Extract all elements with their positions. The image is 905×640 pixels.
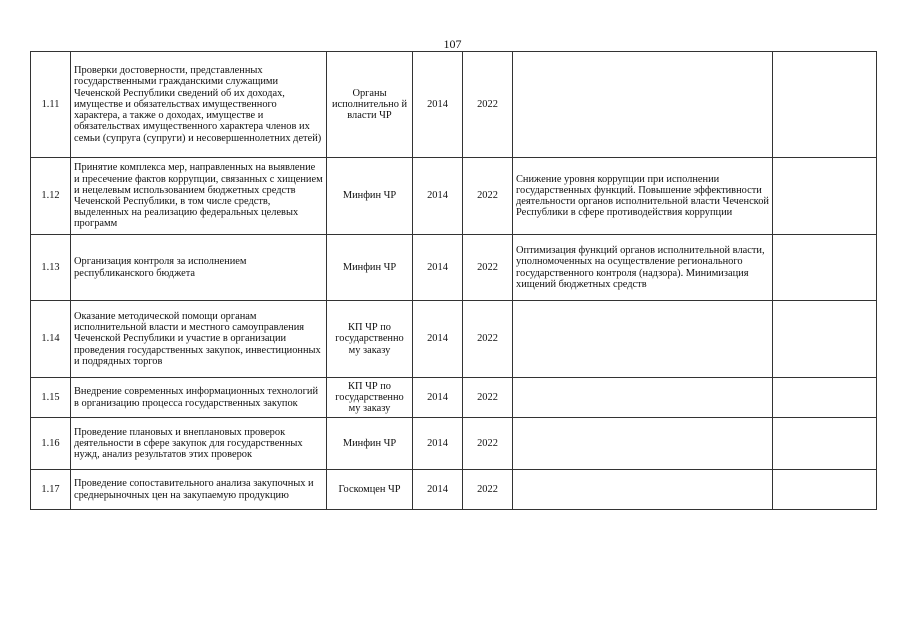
table-row — [31, 52, 877, 158]
measures-table — [30, 51, 877, 510]
year-start: 2014 — [413, 301, 463, 378]
row-number: 1.15 — [31, 378, 71, 418]
expected-result: Оптимизация функций органов исполнительной власти, уполномоченных на осуществление регионального государственного контроля (надзора). Минимизация хищений бюджетных средств — [513, 235, 773, 301]
expected-result — [513, 418, 773, 470]
extra-cell — [773, 235, 877, 301]
executor: Госкомцен ЧР — [327, 470, 413, 510]
year-start: 2014 — [413, 158, 463, 235]
extra-cell — [773, 470, 877, 510]
table-row — [31, 378, 877, 418]
table-row — [31, 470, 877, 510]
year-start: 2014 — [413, 418, 463, 470]
measure-description: Проведение плановых и внеплановых проверок деятельности в сфере закупок для государственных нужд, анализ результатов этих проверок — [71, 418, 327, 470]
row-number: 1.14 — [31, 301, 71, 378]
year-end: 2022 — [463, 158, 513, 235]
expected-result — [513, 470, 773, 510]
year-start: 2014 — [413, 470, 463, 510]
year-end: 2022 — [463, 301, 513, 378]
executor: Минфин ЧР — [327, 235, 413, 301]
expected-result — [513, 378, 773, 418]
year-end: 2022 — [463, 52, 513, 158]
table-row — [31, 235, 877, 301]
measure-description: Внедрение современных информационных технологий в организацию процесса государственных закупок — [71, 378, 327, 418]
row-number: 1.12 — [31, 158, 71, 235]
executor: Минфин ЧР — [327, 158, 413, 235]
row-number: 1.17 — [31, 470, 71, 510]
extra-cell — [773, 52, 877, 158]
row-number: 1.13 — [31, 235, 71, 301]
year-end: 2022 — [463, 418, 513, 470]
extra-cell — [773, 418, 877, 470]
expected-result — [513, 52, 773, 158]
expected-result: Снижение уровня коррупции при исполнении государственных функций. Повышение эффективности деятельности органов исполнительной власти Чеченской Республики в сфере противодействия коррупции — [513, 158, 773, 235]
year-end: 2022 — [463, 470, 513, 510]
table-row — [31, 418, 877, 470]
row-number: 1.11 — [31, 52, 71, 158]
year-start: 2014 — [413, 378, 463, 418]
measure-description: Проверки достоверности, представленных государственными гражданскими служащими Чеченской Республики сведений об их доходах, имуществе и обязательствах имущественного характера, а также о доходах, имуществе и обязательствах имущественного характера членов их семьи (супруга (супруги) и несовершеннолетних детей) — [71, 52, 327, 158]
extra-cell — [773, 378, 877, 418]
executor: Органы исполнительно й власти ЧР — [327, 52, 413, 158]
executor: КП ЧР по государственно му заказу — [327, 301, 413, 378]
table-row — [31, 158, 877, 235]
page-number: 107 — [443, 37, 462, 51]
executor: КП ЧР по государственно му заказу — [327, 378, 413, 418]
year-start: 2014 — [413, 235, 463, 301]
extra-cell — [773, 301, 877, 378]
year-end: 2022 — [463, 235, 513, 301]
year-end: 2022 — [463, 378, 513, 418]
executor: Минфин ЧР — [327, 418, 413, 470]
measure-description: Оказание методической помощи органам исполнительной власти и местного самоуправления Чеченской Республики и участие в организации проведения государственных закупок, инвестиционных и подрядных торгов — [71, 301, 327, 378]
measure-description: Проведение сопоставительного анализа закупочных и среднерыночных цен на закупаемую продукцию — [71, 470, 327, 510]
table-row — [31, 301, 877, 378]
extra-cell — [773, 158, 877, 235]
row-number: 1.16 — [31, 418, 71, 470]
measure-description: Принятие комплекса мер, направленных на выявление и пресечение фактов коррупции, связанных с хищением и нецелевым использованием бюджетных средств Чеченской Республики, в том числе средств, выделенных на реализацию федеральных целевых программ — [71, 158, 327, 235]
year-start: 2014 — [413, 52, 463, 158]
expected-result — [513, 301, 773, 378]
measure-description: Организация контроля за исполнением республиканского бюджета — [71, 235, 327, 301]
